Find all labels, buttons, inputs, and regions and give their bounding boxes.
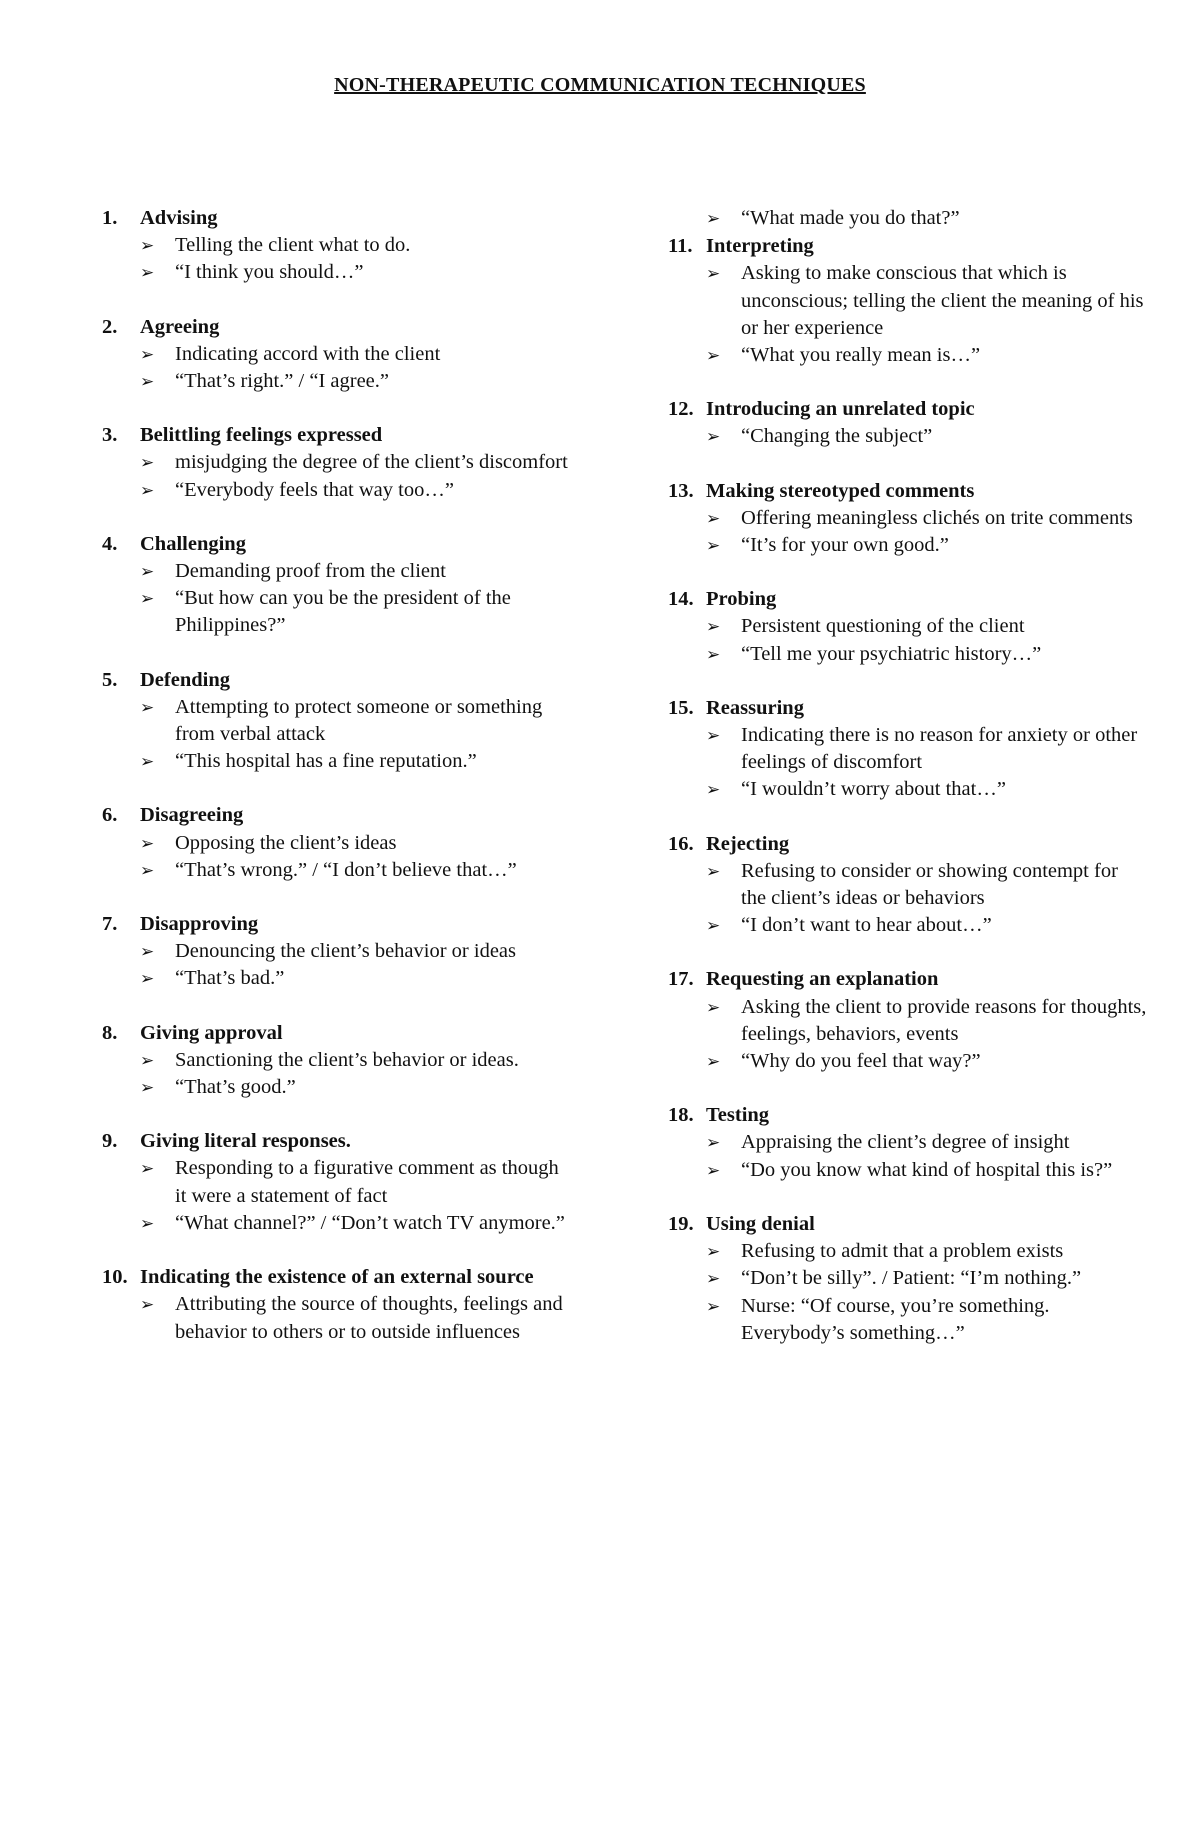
technique-number: 7. <box>102 913 118 936</box>
bullet-item <box>706 613 1148 640</box>
page-title: NON-THERAPEUTIC COMMUNICATION TECHNIQUES <box>334 74 866 96</box>
technique-number: 17. <box>668 968 694 991</box>
arrow-bullet-icon: ➢ <box>140 752 155 772</box>
bullet-list <box>668 1129 1148 1183</box>
bullet-text: Indicating there is no reason for anxiety or other feelings of discomfort <box>741 724 1138 774</box>
bullet-item <box>140 857 572 884</box>
bullet-text: “That’s bad.” <box>175 967 285 990</box>
arrow-bullet-icon: ➢ <box>706 1052 721 1072</box>
bullet-item <box>706 532 1148 559</box>
bullet-text: “Don’t be silly”. / Patient: “I’m nothing.” <box>741 1267 1082 1290</box>
bullet-list <box>102 1047 572 1101</box>
technique-heading <box>668 831 1148 858</box>
technique-title: Agreeing <box>140 315 220 338</box>
bullet-list <box>668 994 1148 1076</box>
technique-title: Interpreting <box>706 235 814 258</box>
bullet-list <box>668 722 1148 804</box>
bullet-text: Appraising the client’s degree of insight <box>741 1131 1070 1154</box>
technique-item <box>668 1211 1148 1347</box>
technique-title: Testing <box>706 1104 770 1127</box>
continued-bullet <box>668 205 1148 232</box>
bullet-list <box>668 505 1148 559</box>
technique-number: 8. <box>102 1021 118 1044</box>
arrow-bullet-icon: ➢ <box>706 209 721 228</box>
technique-title: Disagreeing <box>140 804 244 827</box>
technique-title: Advising <box>140 207 218 229</box>
bullet-item <box>140 477 572 504</box>
technique-heading <box>102 911 572 938</box>
technique-number: 12. <box>668 398 694 421</box>
arrow-bullet-icon: ➢ <box>140 480 155 500</box>
bullet-item <box>140 1291 572 1345</box>
technique-number: 9. <box>102 1130 118 1153</box>
technique-item <box>668 233 1148 369</box>
arrow-bullet-icon: ➢ <box>706 726 721 746</box>
bullet-text: Attributing the source of thoughts, feelings and behavior to others or to outside influences <box>175 1293 563 1343</box>
bullet-text: Asking the client to provide reasons for thoughts, feelings, behaviors, events <box>741 995 1147 1045</box>
technique-number: 6. <box>102 804 118 827</box>
bullet-list <box>102 232 572 286</box>
arrow-bullet-icon: ➢ <box>706 780 721 800</box>
technique-item <box>668 396 1148 450</box>
arrow-bullet-icon: ➢ <box>706 1160 721 1180</box>
arrow-bullet-icon: ➢ <box>140 1050 155 1070</box>
bullet-list <box>668 613 1148 667</box>
bullet-text: “That’s good.” <box>175 1076 296 1099</box>
technique-number: 16. <box>668 832 694 855</box>
bullet-item <box>706 912 1148 939</box>
technique-item <box>102 911 572 993</box>
arrow-bullet-icon: ➢ <box>140 589 155 609</box>
technique-item <box>668 1102 1148 1184</box>
arrow-bullet-icon: ➢ <box>140 372 155 392</box>
bullet-text: misjudging the degree of the client’s discomfort <box>175 451 568 474</box>
bullet-item <box>706 858 1148 912</box>
bullet-item <box>140 830 572 857</box>
bullet-text: “I don’t want to hear about…” <box>741 914 992 937</box>
technique-heading <box>668 586 1148 613</box>
arrow-bullet-icon: ➢ <box>140 562 155 582</box>
bullet-item <box>140 748 572 775</box>
technique-item <box>668 966 1148 1075</box>
bullet-text: Demanding proof from the client <box>175 560 446 583</box>
technique-heading <box>668 966 1148 993</box>
bullet-list <box>102 1291 572 1345</box>
bullet-list <box>668 858 1148 940</box>
bullet-item <box>706 205 1148 232</box>
technique-item <box>668 695 1148 804</box>
bullet-text: “What made you do that?” <box>741 207 960 229</box>
bullet-text: “I wouldn’t worry about that…” <box>741 778 1006 801</box>
technique-heading <box>668 695 1148 722</box>
bullet-text: Persistent questioning of the client <box>741 615 1025 638</box>
technique-heading <box>102 1128 572 1155</box>
arrow-bullet-icon: ➢ <box>140 1213 155 1233</box>
bullet-item <box>140 1155 572 1209</box>
bullet-item <box>706 1293 1148 1347</box>
bullet-text: “Changing the subject” <box>741 425 933 448</box>
technique-title: Challenging <box>140 532 246 555</box>
arrow-bullet-icon: ➢ <box>706 1296 721 1316</box>
bullet-item <box>140 341 572 368</box>
technique-heading <box>668 478 1148 505</box>
bullet-list <box>102 1155 572 1237</box>
technique-number: 1. <box>102 207 118 229</box>
arrow-bullet-icon: ➢ <box>706 1269 721 1289</box>
technique-item <box>102 422 572 504</box>
technique-item <box>102 1128 572 1237</box>
arrow-bullet-icon: ➢ <box>706 1242 721 1262</box>
bullet-item <box>140 694 572 748</box>
technique-title: Rejecting <box>706 832 790 855</box>
technique-heading <box>102 314 572 341</box>
technique-title: Probing <box>706 588 777 611</box>
technique-number: 3. <box>102 424 118 447</box>
arrow-bullet-icon: ➢ <box>140 344 155 364</box>
bullet-item <box>140 1074 572 1101</box>
technique-title: Using denial <box>706 1212 815 1235</box>
bullet-text: Refusing to consider or showing contempt for the client’s ideas or behaviors <box>741 859 1118 910</box>
bullet-text: Indicating accord with the client <box>175 342 441 365</box>
bullet-text: Nurse: “Of course, you’re something. Everybody’s something…” <box>741 1294 1050 1344</box>
bullet-item <box>140 232 572 259</box>
bullet-text: “That’s right.” / “I agree.” <box>175 370 389 393</box>
technique-title: Reassuring <box>706 696 804 719</box>
bullet-text: Responding to a figurative comment as though it were a statement of fact <box>175 1157 559 1207</box>
technique-item <box>102 1264 572 1346</box>
bullet-item <box>706 505 1148 532</box>
technique-item <box>668 478 1148 560</box>
technique-title: Making stereotyped comments <box>706 479 975 502</box>
bullet-text: “I think you should…” <box>175 261 364 284</box>
technique-title: Disapproving <box>140 913 259 936</box>
technique-item <box>102 205 572 287</box>
technique-heading <box>102 667 572 694</box>
arrow-bullet-icon: ➢ <box>706 997 721 1017</box>
bullet-item <box>706 260 1148 342</box>
technique-title: Requesting an explanation <box>706 968 939 991</box>
bullet-text: Telling the client what to do. <box>175 234 411 257</box>
bullet-item <box>140 1047 572 1074</box>
technique-item <box>102 314 572 396</box>
bullet-text: Denouncing the client’s behavior or ideas <box>175 940 516 963</box>
technique-heading <box>668 1211 1148 1238</box>
bullet-list <box>668 260 1148 369</box>
technique-item <box>668 586 1148 668</box>
technique-heading <box>102 531 572 558</box>
bullet-item <box>140 938 572 965</box>
bullet-item <box>140 585 572 639</box>
technique-item <box>102 531 572 640</box>
technique-title: Introducing an unrelated topic <box>706 398 975 421</box>
bullet-text: “It’s for your own good.” <box>741 534 949 557</box>
bullet-text: Attempting to protect someone or something from verbal attack <box>175 695 543 746</box>
bullet-text: “What channel?” / “Don’t watch TV anymore.” <box>175 1211 565 1234</box>
bullet-text: Offering meaningless clichés on trite comments <box>741 506 1133 529</box>
arrow-bullet-icon: ➢ <box>706 861 721 881</box>
bullet-item <box>140 259 572 286</box>
bullet-text: Opposing the client’s ideas <box>175 831 397 854</box>
technique-number: 13. <box>668 479 694 502</box>
arrow-bullet-icon: ➢ <box>706 264 721 284</box>
technique-number: 18. <box>668 1104 694 1127</box>
technique-heading <box>668 233 1148 260</box>
technique-number: 10. <box>102 1266 128 1289</box>
bullet-text: Refusing to admit that a problem exists <box>741 1240 1064 1263</box>
arrow-bullet-icon: ➢ <box>140 1295 155 1315</box>
arrow-bullet-icon: ➢ <box>706 508 721 528</box>
arrow-bullet-icon: ➢ <box>706 536 721 556</box>
bullet-item <box>706 776 1148 803</box>
technique-heading <box>102 1020 572 1047</box>
bullet-text: “Everybody feels that way too…” <box>175 478 454 501</box>
technique-heading <box>668 396 1148 423</box>
technique-number: 4. <box>102 532 118 555</box>
bullet-text: “Tell me your psychiatric history…” <box>741 642 1042 665</box>
technique-item <box>102 667 572 776</box>
technique-heading <box>668 1102 1148 1129</box>
bullet-list <box>102 558 572 640</box>
technique-number: 14. <box>668 588 694 611</box>
arrow-bullet-icon: ➢ <box>140 263 155 283</box>
bullet-text: “Why do you feel that way?” <box>741 1050 981 1073</box>
bullet-item <box>706 1265 1148 1292</box>
bullet-item <box>706 1157 1148 1184</box>
bullet-item <box>706 423 1148 450</box>
technique-heading <box>102 422 572 449</box>
bullet-list <box>668 423 1148 450</box>
bullet-text: Asking to make conscious that which is unconscious; telling the client the meaning of his or her experience <box>741 262 1144 339</box>
bullet-list <box>102 830 572 884</box>
arrow-bullet-icon: ➢ <box>706 346 721 366</box>
bullet-text: “Do you know what kind of hospital this is?” <box>741 1158 1113 1181</box>
arrow-bullet-icon: ➢ <box>140 942 155 962</box>
bullet-item <box>706 1129 1148 1156</box>
bullet-item <box>706 641 1148 668</box>
bullet-item <box>706 342 1148 369</box>
technique-heading <box>102 1264 572 1291</box>
bullet-list <box>102 694 572 776</box>
technique-title: Indicating the existence of an external source <box>140 1266 534 1289</box>
bullet-text: “That’s wrong.” / “I don’t believe that…” <box>175 858 517 881</box>
bullet-item <box>706 1238 1148 1265</box>
arrow-bullet-icon: ➢ <box>706 1133 721 1153</box>
bullet-list <box>102 938 572 992</box>
technique-item <box>668 831 1148 940</box>
arrow-bullet-icon: ➢ <box>706 427 721 447</box>
technique-number: 15. <box>668 696 694 719</box>
bullet-text: “But how can you be the president of the Philippines?” <box>175 587 511 637</box>
arrow-bullet-icon: ➢ <box>140 697 155 717</box>
technique-title: Belittling feelings expressed <box>140 424 383 447</box>
arrow-bullet-icon: ➢ <box>140 969 155 989</box>
bullet-list <box>102 341 572 395</box>
bullet-list <box>668 1238 1148 1347</box>
bullet-item <box>140 965 572 992</box>
technique-heading <box>102 802 572 829</box>
arrow-bullet-icon: ➢ <box>706 916 721 936</box>
arrow-bullet-icon: ➢ <box>140 860 155 880</box>
technique-title: Defending <box>140 668 230 691</box>
bullet-item <box>706 722 1148 776</box>
technique-number: 5. <box>102 668 118 691</box>
bullet-item <box>706 994 1148 1048</box>
arrow-bullet-icon: ➢ <box>706 617 721 637</box>
technique-number: 19. <box>668 1212 694 1235</box>
bullet-text: “What you really mean is…” <box>741 344 981 367</box>
bullet-list <box>102 449 572 503</box>
bullet-text: Sanctioning the client’s behavior or ideas. <box>175 1048 519 1071</box>
bullet-text: “This hospital has a fine reputation.” <box>175 750 477 773</box>
technique-item <box>102 1020 572 1102</box>
arrow-bullet-icon: ➢ <box>140 1159 155 1179</box>
bullet-item <box>706 1048 1148 1075</box>
technique-title: Giving approval <box>140 1021 283 1044</box>
technique-item <box>102 802 572 884</box>
technique-number: 11. <box>668 235 693 258</box>
arrow-bullet-icon: ➢ <box>140 453 155 473</box>
arrow-bullet-icon: ➢ <box>706 644 721 664</box>
arrow-bullet-icon: ➢ <box>140 236 155 256</box>
bullet-item <box>140 558 572 585</box>
technique-heading <box>102 205 572 232</box>
arrow-bullet-icon: ➢ <box>140 833 155 853</box>
bullet-item <box>140 1210 572 1237</box>
right-column <box>668 205 1148 1374</box>
technique-number: 2. <box>102 315 118 338</box>
bullet-item <box>140 449 572 476</box>
bullet-item <box>140 368 572 395</box>
arrow-bullet-icon: ➢ <box>140 1078 155 1098</box>
left-column <box>102 205 572 1373</box>
technique-title: Giving literal responses. <box>140 1130 351 1153</box>
